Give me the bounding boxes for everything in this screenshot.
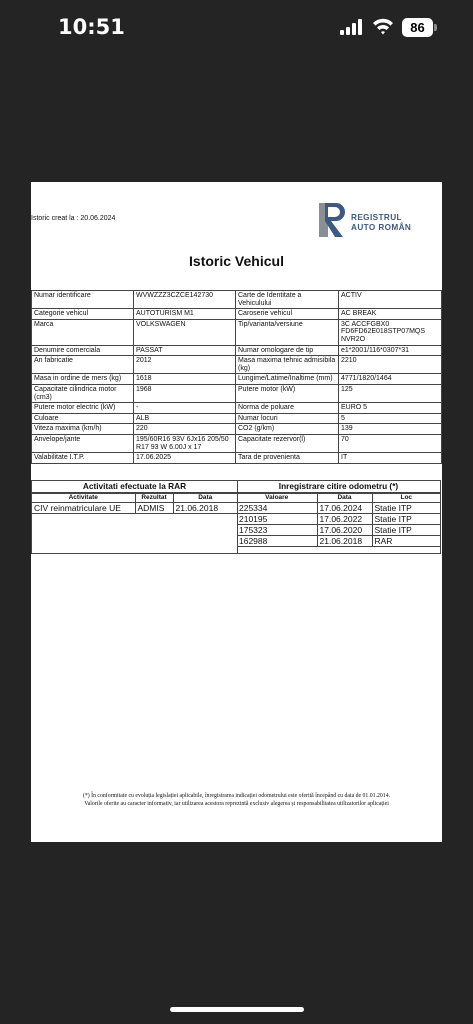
info-value: 17.06.2025 — [134, 453, 236, 464]
info-label: CO2 (g/km) — [236, 424, 339, 435]
rar-logo — [319, 203, 419, 237]
info-value: PASSAT — [134, 345, 236, 356]
rar-activities-table — [32, 493, 237, 514]
info-value: 3C ACCFGBX0 FD6FD62E018STP07MQS NVR2O — [339, 319, 442, 345]
info-value: - — [134, 403, 236, 414]
info-label: Norma de poluare — [236, 403, 339, 414]
info-value: 5 — [339, 413, 442, 424]
info-label: An fabricatie — [32, 356, 134, 374]
info-label: Capacitate rezervor(l) — [236, 434, 339, 452]
odometer-data: 17.06.2020 — [317, 525, 372, 536]
rar-header-activitate: Activitate — [32, 494, 135, 503]
info-label: Culoare — [32, 413, 134, 424]
logo-line1: REGISTRUL — [351, 213, 402, 222]
rar-row — [32, 503, 237, 514]
odometer-valoare: 175323 — [237, 525, 317, 536]
info-value: EURO 5 — [339, 403, 442, 414]
info-row — [32, 309, 442, 320]
info-value: AC BREAK — [339, 309, 442, 320]
info-label: Categorie vehicul — [32, 309, 134, 320]
odometer-title: Inregistrare citire odometru (*) — [237, 481, 440, 493]
info-row — [32, 384, 442, 402]
status-time: 10:51 — [58, 15, 125, 39]
odometer-data: 17.06.2024 — [317, 503, 372, 514]
signal-icon — [340, 19, 362, 35]
footnote-line2: Valorile oferite au caracter informativ, iar utilizarea acestora reprezintă exclusiv alegerea și responsabilitatea utilizatorilor aplicației — [84, 800, 389, 807]
info-value: 2012 — [134, 356, 236, 374]
odometer-loc: Statie ITP — [372, 503, 440, 514]
odometer-data: 21.06.2018 — [317, 536, 372, 547]
info-label: Denumire comerciala — [32, 345, 134, 356]
info-value: 139 — [339, 424, 442, 435]
info-value: ACTIV — [339, 291, 442, 309]
home-indicator[interactable] — [170, 1007, 304, 1012]
info-value: 2210 — [339, 356, 442, 374]
created-date: Istoric creat la : 20.06.2024 — [31, 215, 116, 222]
info-value: AUTOTURISM M1 — [134, 309, 236, 320]
logo-line2: AUTO ROMÂN — [351, 222, 412, 232]
document-page — [31, 182, 442, 842]
odometer-row — [237, 525, 440, 536]
odometer-row — [237, 536, 440, 547]
odometer-valoare: 210195 — [237, 514, 317, 525]
document-title: Istoric Vehicul — [189, 253, 284, 269]
info-label: Tara de provenienta — [236, 453, 339, 464]
info-label: Putere motor electric (kW) — [32, 403, 134, 414]
info-label: Putere motor (kW) — [236, 384, 339, 402]
battery-tip — [434, 24, 437, 31]
info-row — [32, 356, 442, 374]
odometer-header-loc: Loc — [372, 494, 440, 503]
info-row — [32, 374, 442, 385]
odometer-header-data: Data — [317, 494, 372, 503]
wifi-icon — [372, 17, 394, 35]
odometer-row — [237, 503, 440, 514]
info-value: VOLKSWAGEN — [134, 319, 236, 345]
odometer-loc: Statie ITP — [372, 525, 440, 536]
info-label: Numar locuri — [236, 413, 339, 424]
info-label: Numar identificare — [32, 291, 134, 309]
rar-header-rezultat: Rezultat — [135, 494, 173, 503]
info-row — [32, 453, 442, 464]
rar-header-data: Data — [173, 494, 237, 503]
odometer-section — [237, 481, 440, 553]
battery-icon: 86 — [402, 18, 433, 37]
footnote-line1: (*) În conformitate cu evoluția legislației aplicabile, înregistrarea indicației odometrului este oferită începând cu data de 01.01.2014. — [82, 793, 391, 799]
rar-logo-icon — [319, 203, 349, 237]
info-value: 195/60R16 93V 6Jx16 205/50 R17 93 W 6.00J x 17 — [134, 434, 236, 452]
info-label: Carte de Identitate a Vehiculului — [236, 291, 339, 309]
info-value: 4771/1820/1464 — [339, 374, 442, 385]
rar-data: 21.06.2018 — [173, 503, 237, 514]
info-label: Lungime/Latime/Inaltime (mm) — [236, 374, 339, 385]
info-label: Tip/varianta/versiune — [236, 319, 339, 345]
rar-activitate: CIV reinmatriculare UE — [32, 503, 135, 514]
vehicle-info-table — [31, 290, 442, 464]
odometer-header-valoare: Valoare — [237, 494, 317, 503]
rar-activities-section — [32, 481, 238, 553]
odometer-table — [237, 493, 440, 547]
info-label: Marca — [32, 319, 134, 345]
info-label: Masa in ordine de mers (kg) — [32, 374, 134, 385]
info-row — [32, 424, 442, 435]
info-value: IT — [339, 453, 442, 464]
history-section — [31, 480, 441, 554]
odometer-loc: Statie ITP — [372, 514, 440, 525]
info-row — [32, 345, 442, 356]
info-label: Capacitate cilindrica motor (cm3) — [32, 384, 134, 402]
info-value: WVWZZZ3CZCE142730 — [134, 291, 236, 309]
info-row — [32, 434, 442, 452]
info-value: 220 — [134, 424, 236, 435]
info-row — [32, 291, 442, 309]
info-label: Valabilitate I.T.P. — [32, 453, 134, 464]
odometer-valoare: 225334 — [237, 503, 317, 514]
info-value: 70 — [339, 434, 442, 452]
rar-logo-text — [351, 213, 411, 232]
rar-rezultat: ADMIS — [135, 503, 173, 514]
odometer-row — [237, 514, 440, 525]
info-value: 125 — [339, 384, 442, 402]
rar-activities-title: Activitati efectuate la RAR — [32, 481, 237, 493]
odometer-valoare: 162988 — [237, 536, 317, 547]
info-label: Numar omologare de tip — [236, 345, 339, 356]
info-row — [32, 413, 442, 424]
info-label: Viteza maxima (km/h) — [32, 424, 134, 435]
info-value: 1618 — [134, 374, 236, 385]
info-value: e1*2001/116*0307*31 — [339, 345, 442, 356]
status-bar — [0, 0, 473, 60]
footnote — [31, 793, 442, 808]
info-label: Caroserie vehicul — [236, 309, 339, 320]
odometer-data: 17.06.2022 — [317, 514, 372, 525]
info-label: Anvelope/jante — [32, 434, 134, 452]
info-row — [32, 319, 442, 345]
info-row — [32, 403, 442, 414]
info-value: 1968 — [134, 384, 236, 402]
info-value: ALB — [134, 413, 236, 424]
odometer-loc: RAR — [372, 536, 440, 547]
info-label: Masa maxima tehnic admisibila (kg) — [236, 356, 339, 374]
